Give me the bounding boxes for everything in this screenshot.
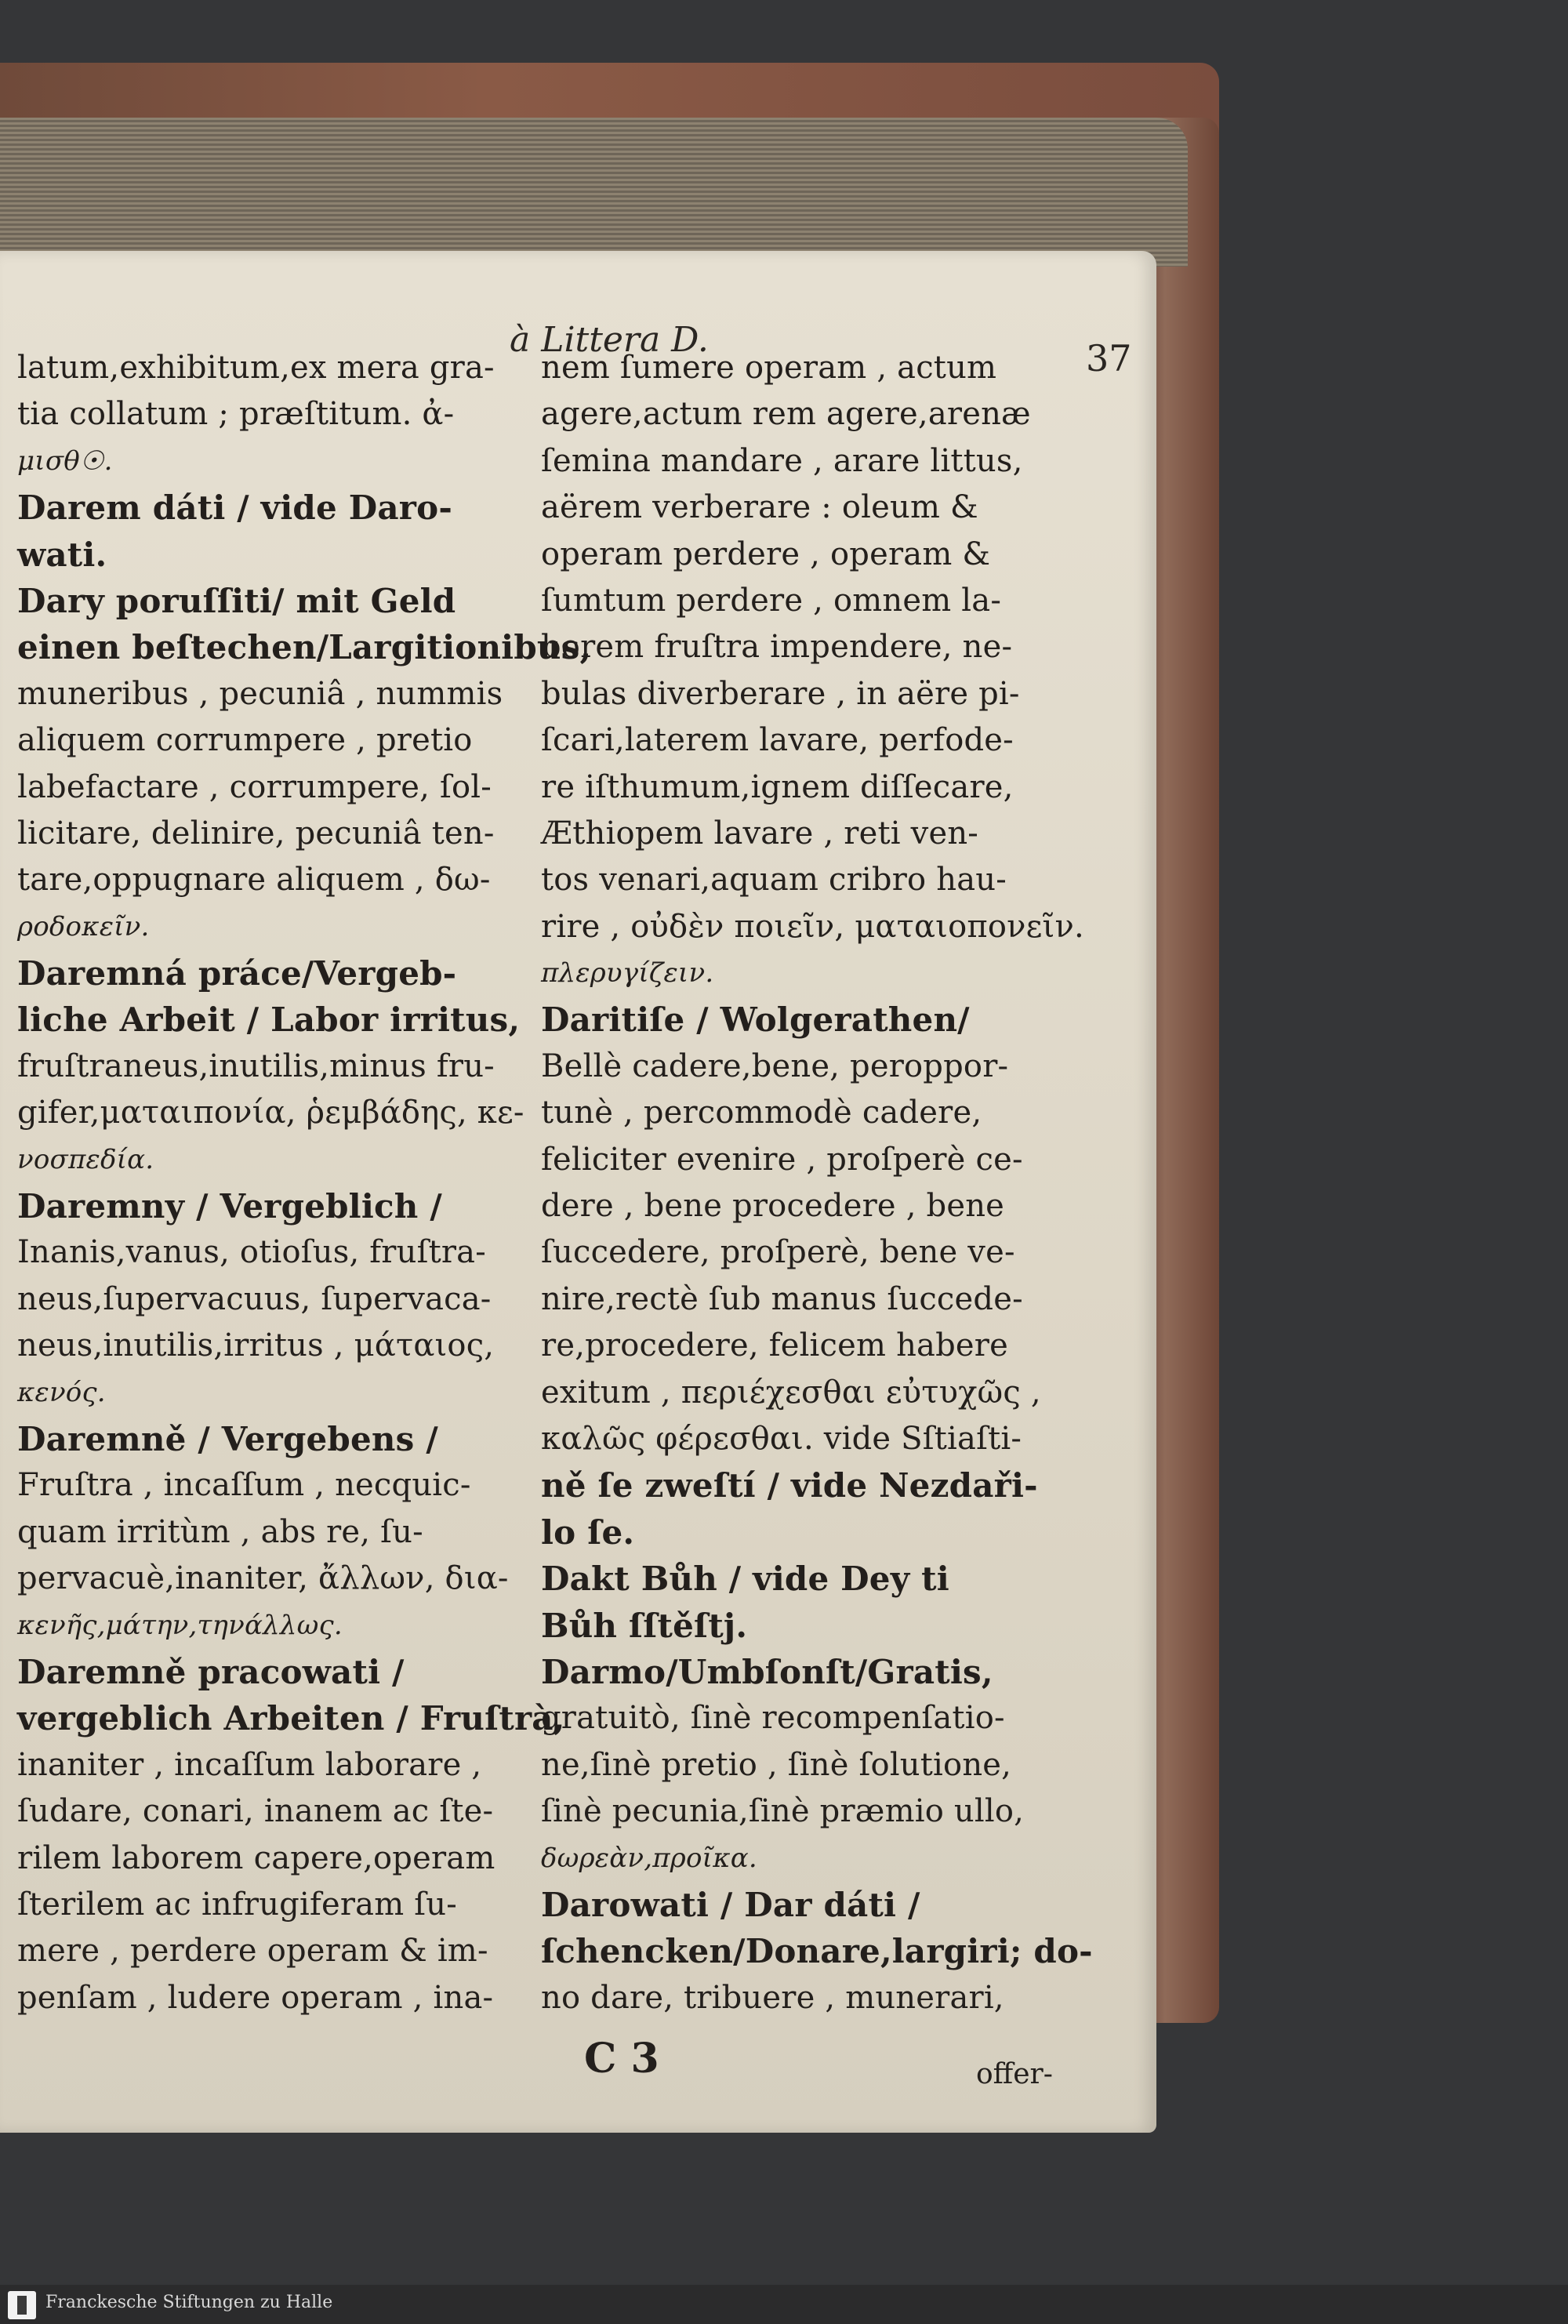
headword-line: Daremně / Vergebens /	[17, 1419, 438, 1458]
text-line: κενός.	[17, 1376, 106, 1408]
text-line: licitare, delinire, pecuniâ ten-	[17, 815, 495, 852]
text-line: rilem laborem capere,operam	[17, 1839, 495, 1876]
text-line: exitum , περιέχεσθαι εὐτυχῶς ,	[541, 1374, 1041, 1411]
text-line: Æthiopem lavare , reti ven-	[541, 815, 979, 852]
text-line: re iſthumum,ignem diſſecare,	[541, 768, 1014, 805]
text-line: bulas diverberare , in aëre pi-	[541, 675, 1020, 712]
text-line: neus,ſupervacuus, ſupervaca-	[17, 1280, 492, 1317]
text-line: καλῶς φέρεσθαι. vide Sſtiaſti-	[541, 1420, 1022, 1457]
text-line: μισθ☉.	[17, 445, 113, 477]
text-line: ſemina mandare , arare littus,	[541, 442, 1023, 479]
text-line: Fruſtra , incaſſum , necquic-	[17, 1467, 471, 1504]
footer-credit: Franckesche Stiftungen zu Halle	[45, 2293, 333, 2312]
text-line: ſudare, conari, inanem ac ſte-	[17, 1793, 494, 1830]
headword-line: wati.	[17, 535, 107, 574]
text-line: agere,actum rem agere,arenæ	[541, 396, 1031, 433]
headword-line: Daremná práce/Vergeb-	[17, 954, 457, 993]
text-line: penſam , ludere operam , ina-	[17, 1979, 494, 2016]
headword-line: liche Arbeit / Labor irritus,	[17, 1000, 521, 1040]
text-line: aërem verberare : oleum &	[541, 489, 978, 526]
text-line: ne,ſinè pretio , ſinè ſolutione,	[541, 1746, 1012, 1783]
text-line: neus,inutilis,irritus , μάταιος,	[17, 1327, 495, 1364]
text-line: gifer,ματαιπονία, ῥεμβάδης, κε-	[17, 1095, 524, 1131]
right-text-column	[541, 345, 1145, 2021]
text-line: labefactare , corrumpere, ſol-	[17, 768, 492, 805]
text-line: aliquem corrumpere , pretio	[17, 722, 473, 759]
headword-line: ně ſe zweſtí / vide Nezdaři-	[541, 1466, 1038, 1505]
headword-line: Darmo/Umbſonſt/Gratis,	[541, 1652, 993, 1691]
headword-line: Dary poruſſiti/ mit Geld	[17, 581, 456, 620]
text-line: ſinè pecunia,ſinè præmio ullo,	[541, 1793, 1025, 1830]
text-line: gratuitò, ſinè recompenſatio-	[541, 1700, 1005, 1737]
text-line: Bellè cadere,bene, peroppor-	[541, 1048, 1009, 1084]
text-line: νοσπεδία.	[17, 1143, 154, 1175]
text-line: nem ſumere operam , actum	[541, 350, 997, 386]
headword-line: Darowati / Dar dáti /	[541, 1885, 920, 1924]
text-line: ροδοκεῖν.	[17, 910, 150, 942]
text-line: tos venari,aquam cribro hau-	[541, 862, 1007, 899]
catchword: offer-	[976, 2058, 1053, 2090]
text-line: ſuccedere, proſperè, bene ve-	[541, 1234, 1015, 1271]
text-line: tunè , percommodè cadere,	[541, 1095, 982, 1131]
headword-line: Daremny / Vergeblich /	[17, 1187, 442, 1226]
signature-mark: C 3	[584, 2035, 659, 2083]
headword-line: Darem dáti / vide Daro-	[17, 488, 452, 528]
page-number: 37	[1086, 337, 1132, 379]
text-line: nire,rectè ſub manus ſuccede-	[541, 1280, 1023, 1317]
headword-line: Daremně pracowati /	[17, 1652, 405, 1691]
page-block-top-edge	[0, 118, 1188, 267]
institution-logo-icon	[8, 2291, 36, 2319]
headword-line: vergeblich Arbeiten / Fruſtrà,	[17, 1699, 565, 1738]
text-line: tare,oppugnare aliquem , δω-	[17, 862, 491, 899]
text-line: ſterilem ac infrugiferam ſu-	[17, 1886, 457, 1923]
text-line: δωρεὰν,προῖκα.	[541, 1842, 757, 1874]
headword-line: einen beſtechen/Largitionibus,	[17, 628, 592, 667]
text-line: mere , perdere operam & im-	[17, 1933, 488, 1970]
text-line: feliciter evenire , proſperè ce-	[541, 1141, 1023, 1178]
text-line: latum,exhibitum,ex mera gra-	[17, 350, 495, 386]
headword-line: Daritiſe / Wolgerathen/	[541, 1000, 970, 1040]
text-line: Inanis,vanus, otioſus, fruſtra-	[17, 1234, 486, 1271]
text-line: no dare, tribuere , munerari,	[541, 1979, 1004, 2016]
running-head: à Littera D.	[510, 320, 709, 360]
headword-line: Bůh ſſtěſtj.	[541, 1606, 748, 1645]
text-line: πλερυγίζειν.	[541, 957, 714, 990]
text-line: borem fruſtra impendere, ne-	[541, 629, 1013, 666]
text-line: rire , οὐδὲν ποιεῖν, ματαιοπονεῖν.	[541, 908, 1084, 945]
text-line: κενῆς,μάτην,τηνάλλως.	[17, 1609, 343, 1641]
headword-line: ſchencken/Donare,largiri; do-	[541, 1932, 1093, 1971]
text-line: fruſtraneus,inutilis,minus fru-	[17, 1048, 495, 1084]
headword-line: lo ſe.	[541, 1512, 635, 1552]
text-line: quam irritùm , abs re, ſu-	[17, 1513, 423, 1550]
headword-line: Dakt Bůh / vide Dey ti	[541, 1560, 949, 1599]
text-line: inaniter , incaſſum laborare ,	[17, 1746, 482, 1783]
text-line: tia collatum ; præſtitum. ἀ-	[17, 396, 455, 433]
text-line: ſcari,laterem lavare, perfode-	[541, 722, 1014, 759]
text-line: dere , bene procedere , bene	[541, 1188, 1005, 1225]
text-line: ſumtum perdere , omnem la-	[541, 582, 1002, 619]
text-line: operam perdere , operam &	[541, 536, 991, 572]
text-line: pervacuè,inaniter, ἄλλων, δια-	[17, 1560, 509, 1597]
text-line: muneribus , pecuniâ , nummis	[17, 675, 503, 712]
text-line: re,procedere, felicem habere	[541, 1327, 1008, 1364]
